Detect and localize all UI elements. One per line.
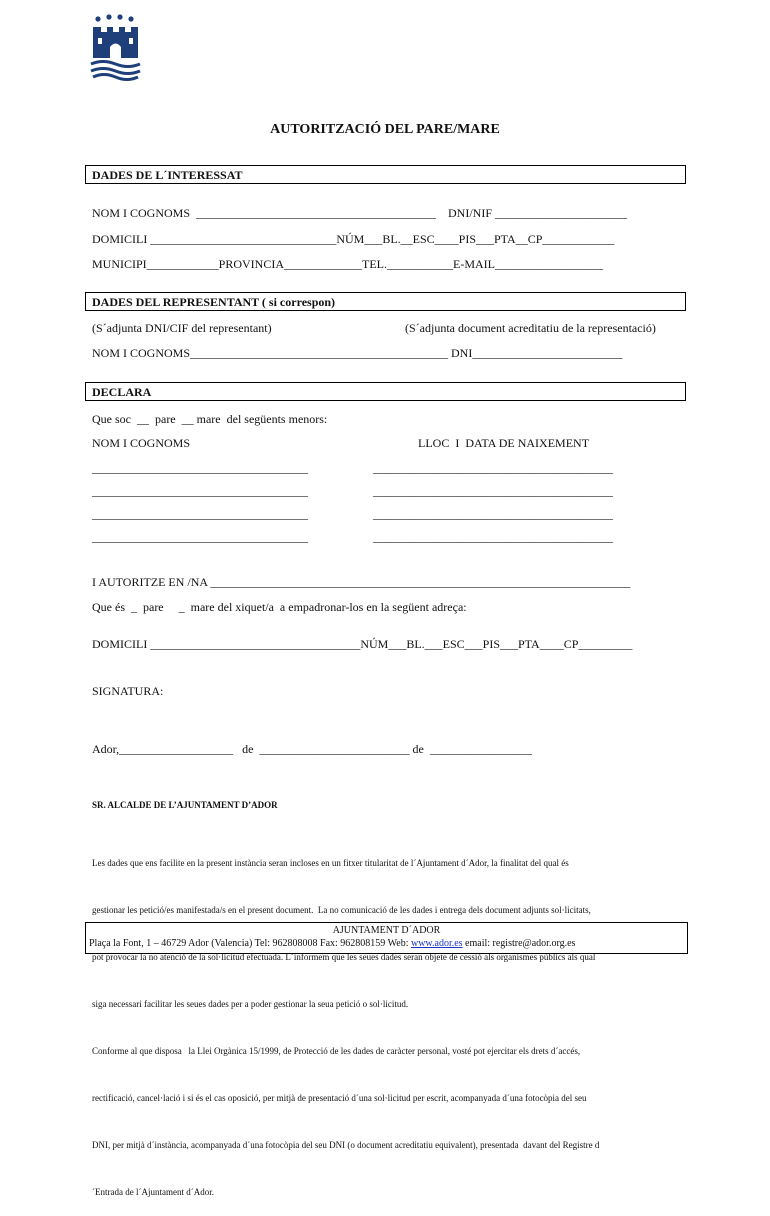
legal-line: gestionar les petició/es manifestada/s en el present document. La no comunicació de les dades i entrega dels document adjunts sol·licitats, [92, 905, 591, 915]
menor-lloc-field[interactable]: ________________________________________ [373, 484, 613, 498]
footer-org: AJUNTAMENT D´ADOR [332, 925, 441, 936]
addressee: SR. ALCALDE DE L’AJUNTAMENT D’ADOR [92, 800, 278, 810]
legal-line: ´Entrada de l´Ajuntament d´Ador. [92, 1187, 214, 1197]
nom-cognoms-field[interactable]: NOM I COGNOMS ________________________________________ DNI/NIF ______________________ [92, 206, 628, 220]
legal-line: rectificació, cancel·lació i si és el cas oposició, per mitjà de presentació d´una sol·licitud per escrit, acompanyada d´una fotocòpia del seu [92, 1093, 587, 1103]
lloc-data-field[interactable]: Ador,___________________ de _________________________ de _________________ [92, 742, 532, 756]
section-declara-header: DECLARA [85, 382, 686, 401]
signatura-label: SIGNATURA: [92, 684, 164, 698]
page-title: AUTORITZACIÓ DEL PARE/MARE [270, 122, 500, 137]
legal-line: Les dades que ens facilite en la present instància seran incloses en un fitxer titularitat de l´Ajuntament d´Ador, la finalitat del qual és [92, 858, 569, 868]
que-es-line[interactable]: Que és _ pare _ mare del xiquet/a a empadronar-los en la següent adreça: [92, 600, 467, 614]
declara-intro[interactable]: Que soc __ pare __ mare del següents menors: [92, 412, 328, 426]
domicili-empadronament-field[interactable]: DOMICILI ___________________________________NÚM___BL.___ESC___PIS___PTA____CP_________ [92, 637, 633, 651]
menor-lloc-field[interactable]: ________________________________________ [373, 461, 613, 475]
menor-nom-field[interactable]: ____________________________________ [92, 530, 308, 544]
menor-nom-field[interactable]: ____________________________________ [92, 507, 308, 521]
footer-web-link[interactable]: www.ador.es [410, 938, 463, 949]
legal-text [92, 822, 680, 1216]
footer-box [85, 922, 688, 954]
menor-lloc-field[interactable]: ________________________________________ [373, 530, 613, 544]
col-lloc-data: LLOC I DATA DE NAIXEMENT [418, 436, 590, 450]
representant-note-right: (S´adjunta document acreditatiu de la representació) [405, 321, 656, 335]
autoritze-field[interactable]: I AUTORITZE EN /NA ______________________________________________________________________ [92, 575, 631, 589]
menor-lloc-field[interactable]: ________________________________________ [373, 507, 613, 521]
footer-address: Plaça la Font, 1 – 46729 Ador (Valencia) Tel: 962808008 Fax: 962808159 Web: www.ador.es email: registre@ador.org.es [89, 938, 576, 949]
municipi-field[interactable]: MUNICIPI____________PROVINCIA_____________TEL.___________E-MAIL__________________ [92, 257, 603, 271]
legal-line: Conforme al que disposa la Llei Orgànica 15/1999, de Protecció de les dades de caràcter personal, vosté pot ejercitar els drets d´accés, [92, 1046, 581, 1056]
menor-nom-field[interactable]: ____________________________________ [92, 484, 308, 498]
legal-line: siga necessari facilitar les seues dades per a poder gestionar la seua petició o sol·licitud. [92, 999, 409, 1009]
menor-nom-field[interactable]: ____________________________________ [92, 461, 308, 475]
col-nom-cognoms: NOM I COGNOMS [92, 436, 191, 450]
representant-nom-field[interactable]: NOM I COGNOMS___________________________________________ DNI_________________________ [92, 346, 623, 360]
representant-note-left: (S´adjunta DNI/CIF del representant) [92, 321, 272, 335]
ajuntament-logo [88, 14, 144, 86]
section-interessat-header: DADES DE L´INTERESSAT [85, 165, 686, 184]
section-representant-header: DADES DEL REPRESENTANT ( si correspon) [85, 292, 686, 311]
legal-line: pot provocar la no atenció de la sol·licitud efectuada. L´informem que les seues dades seran objete de cessió als organismes públics als qual [92, 952, 596, 962]
domicili-field[interactable]: DOMICILI _______________________________NÚM___BL.__ESC____PIS___PTA__CP____________ [92, 232, 615, 246]
legal-line: DNI, per mitjà d´instància, acompanyada d´una fotocòpia del seu DNI (o document acreditatiu equivalent), presentada davant del Registre d [92, 1140, 600, 1150]
